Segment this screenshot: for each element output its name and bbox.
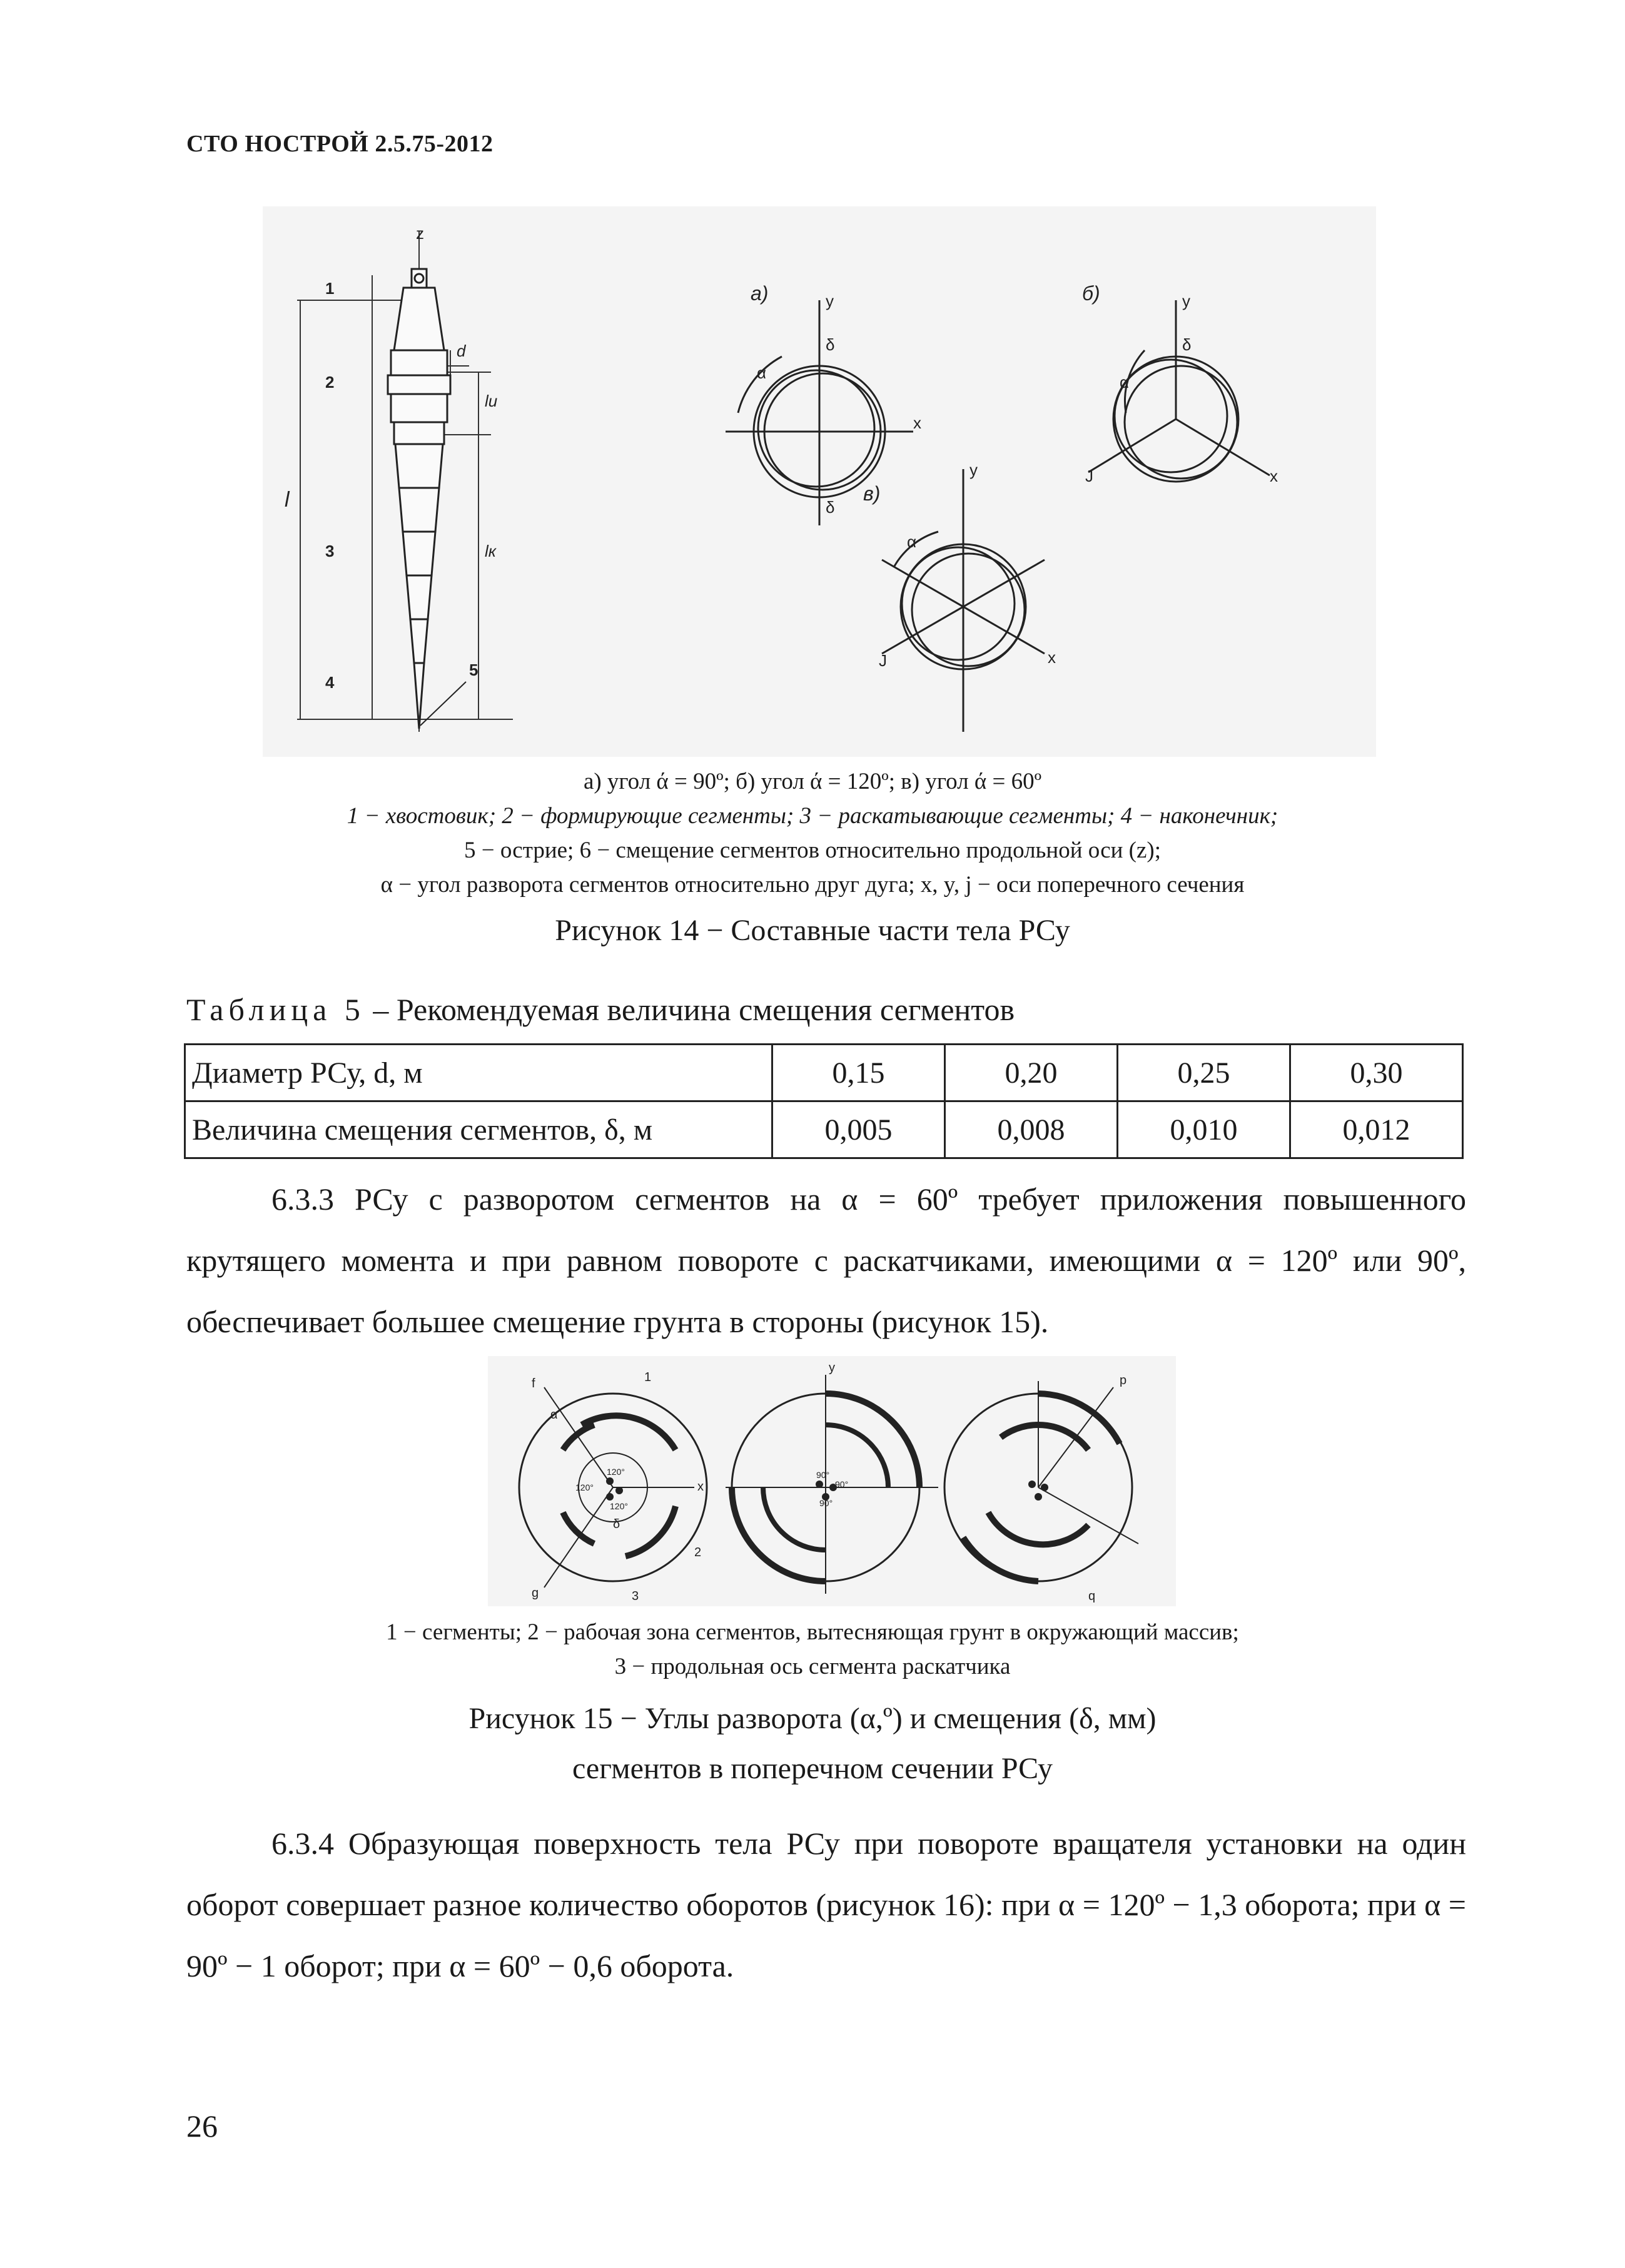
svg-text:J: J <box>879 651 887 670</box>
table-5-title-prefix: Таблица 5 <box>186 992 365 1027</box>
svg-text:f: f <box>532 1377 535 1390</box>
svg-text:90°: 90° <box>816 1470 830 1480</box>
figure-15-title-line-2: сегментов в поперечном сечении РСу <box>572 1752 1053 1785</box>
figure-14-caption-line-1: а) угол ά = 90º; б) угол ά = 120º; в) угол ά = 60º <box>583 769 1042 794</box>
figure-15-caption-line-2: 3 − продольная ось сегмента раскатчика <box>614 1654 1011 1679</box>
svg-text:z: z <box>416 224 424 243</box>
svg-text:90°: 90° <box>819 1498 833 1508</box>
svg-text:x: x <box>913 413 921 432</box>
view-label-b: б) <box>1082 282 1100 305</box>
svg-text:α: α <box>1120 373 1130 392</box>
svg-text:2: 2 <box>325 373 335 392</box>
view-label-v: в) <box>863 482 881 505</box>
table-cell: 0,005 <box>772 1101 945 1158</box>
table-cell-label: Диаметр РСу, d, м <box>185 1045 772 1101</box>
svg-text:d: d <box>457 342 466 360</box>
svg-text:lк: lк <box>485 542 497 560</box>
svg-text:120°: 120° <box>575 1482 594 1492</box>
svg-text:3: 3 <box>325 542 335 560</box>
page-number: 26 <box>186 2109 218 2144</box>
svg-text:x: x <box>1270 467 1278 485</box>
svg-text:δ: δ <box>1182 335 1192 354</box>
svg-text:y: y <box>829 1361 835 1375</box>
svg-text:g: g <box>532 1586 539 1600</box>
table-5 <box>184 1043 1464 1159</box>
svg-text:5: 5 <box>469 661 478 679</box>
table-cell-label: Величина смещения сегментов, δ, м <box>185 1101 772 1158</box>
table-5-title <box>186 991 1015 1028</box>
table-cell: 0,20 <box>945 1045 1118 1101</box>
svg-text:120°: 120° <box>607 1467 625 1477</box>
document-header: СТО НОСТРОЙ 2.5.75-2012 <box>186 131 494 157</box>
svg-text:1: 1 <box>644 1370 652 1384</box>
svg-text:δ: δ <box>826 498 835 517</box>
table-cell: 0,010 <box>1118 1101 1290 1158</box>
svg-text:x: x <box>697 1480 704 1494</box>
table-5-title-rest: – Рекомендуемая величина смещения сегментов <box>365 992 1015 1027</box>
svg-text:l: l <box>285 488 290 512</box>
table-row <box>185 1101 1463 1158</box>
svg-text:y: y <box>1182 291 1190 310</box>
svg-text:2: 2 <box>694 1546 702 1559</box>
paragraph-6-3-4: 6.3.4 Образующая поверхность тела РСу при повороте вращателя установки на один оборот совершает разное количество оборотов (рисунок 16): при α = 120º − 1,3 оборота; при α = 90º − 1 оборот; при α = 60º − 0,6 оборота. <box>186 1826 1466 1983</box>
figure-14-title: Рисунок 14 − Составные части тела РСу <box>555 914 1070 947</box>
svg-text:lи: lи <box>485 392 498 410</box>
svg-text:α: α <box>550 1408 558 1422</box>
svg-text:δ: δ <box>613 1517 620 1531</box>
svg-text:J: J <box>1085 467 1093 485</box>
figure-14-caption-line-4: α − угол разворота сегментов относительно друг дуга; x, y, j − оси поперечного сечения <box>380 872 1245 898</box>
svg-text:y: y <box>826 291 834 310</box>
figure-15-drawing <box>488 1356 1176 1606</box>
table-cell: 0,012 <box>1290 1101 1463 1158</box>
svg-text:α: α <box>757 363 767 382</box>
table-cell: 0,30 <box>1290 1045 1463 1101</box>
svg-text:p: p <box>1120 1374 1127 1387</box>
svg-text:δ: δ <box>826 335 835 354</box>
svg-text:4: 4 <box>325 673 335 692</box>
svg-text:α: α <box>907 532 917 551</box>
svg-text:1: 1 <box>325 279 335 298</box>
figure-14-drawing <box>263 206 1376 757</box>
table-cell: 0,25 <box>1118 1045 1290 1101</box>
svg-text:3: 3 <box>632 1589 639 1603</box>
figure-15-caption-line-1: 1 − сегменты; 2 − рабочая зона сегментов, вытесняющая грунт в окружающий массив; <box>386 1619 1239 1645</box>
figure-14-caption-line-3: 5 − острие; 6 − смещение сегментов относительно продольной оси (z); <box>463 838 1162 863</box>
svg-text:90°: 90° <box>835 1479 849 1489</box>
svg-text:y: y <box>969 460 978 479</box>
svg-text:x: x <box>1048 648 1056 667</box>
paragraph-6-3-3: 6.3.3 РСу с разворотом сегментов на α = 60º требует приложения повышенного крутящего момента и при равном повороте с раскатчиками, имеющими α = 120º или 90º, обеспечивает большее смещение грунта в стороны (рисунок 15). <box>186 1182 1466 1339</box>
figure-14-caption-line-2: 1 − хвостовик; 2 − формирующие сегменты; 3 − раскатывающие сегменты; 4 − наконечник; <box>347 803 1278 829</box>
table-cell: 0,15 <box>772 1045 945 1101</box>
view-label-a: а) <box>751 282 769 305</box>
table-cell: 0,008 <box>945 1101 1118 1158</box>
figure-15-title-line-1: Рисунок 15 − Углы разворота (α,º) и смещения (δ, мм) <box>468 1702 1157 1735</box>
svg-text:120°: 120° <box>610 1501 628 1511</box>
svg-text:q: q <box>1088 1589 1096 1603</box>
table-row <box>185 1045 1463 1101</box>
